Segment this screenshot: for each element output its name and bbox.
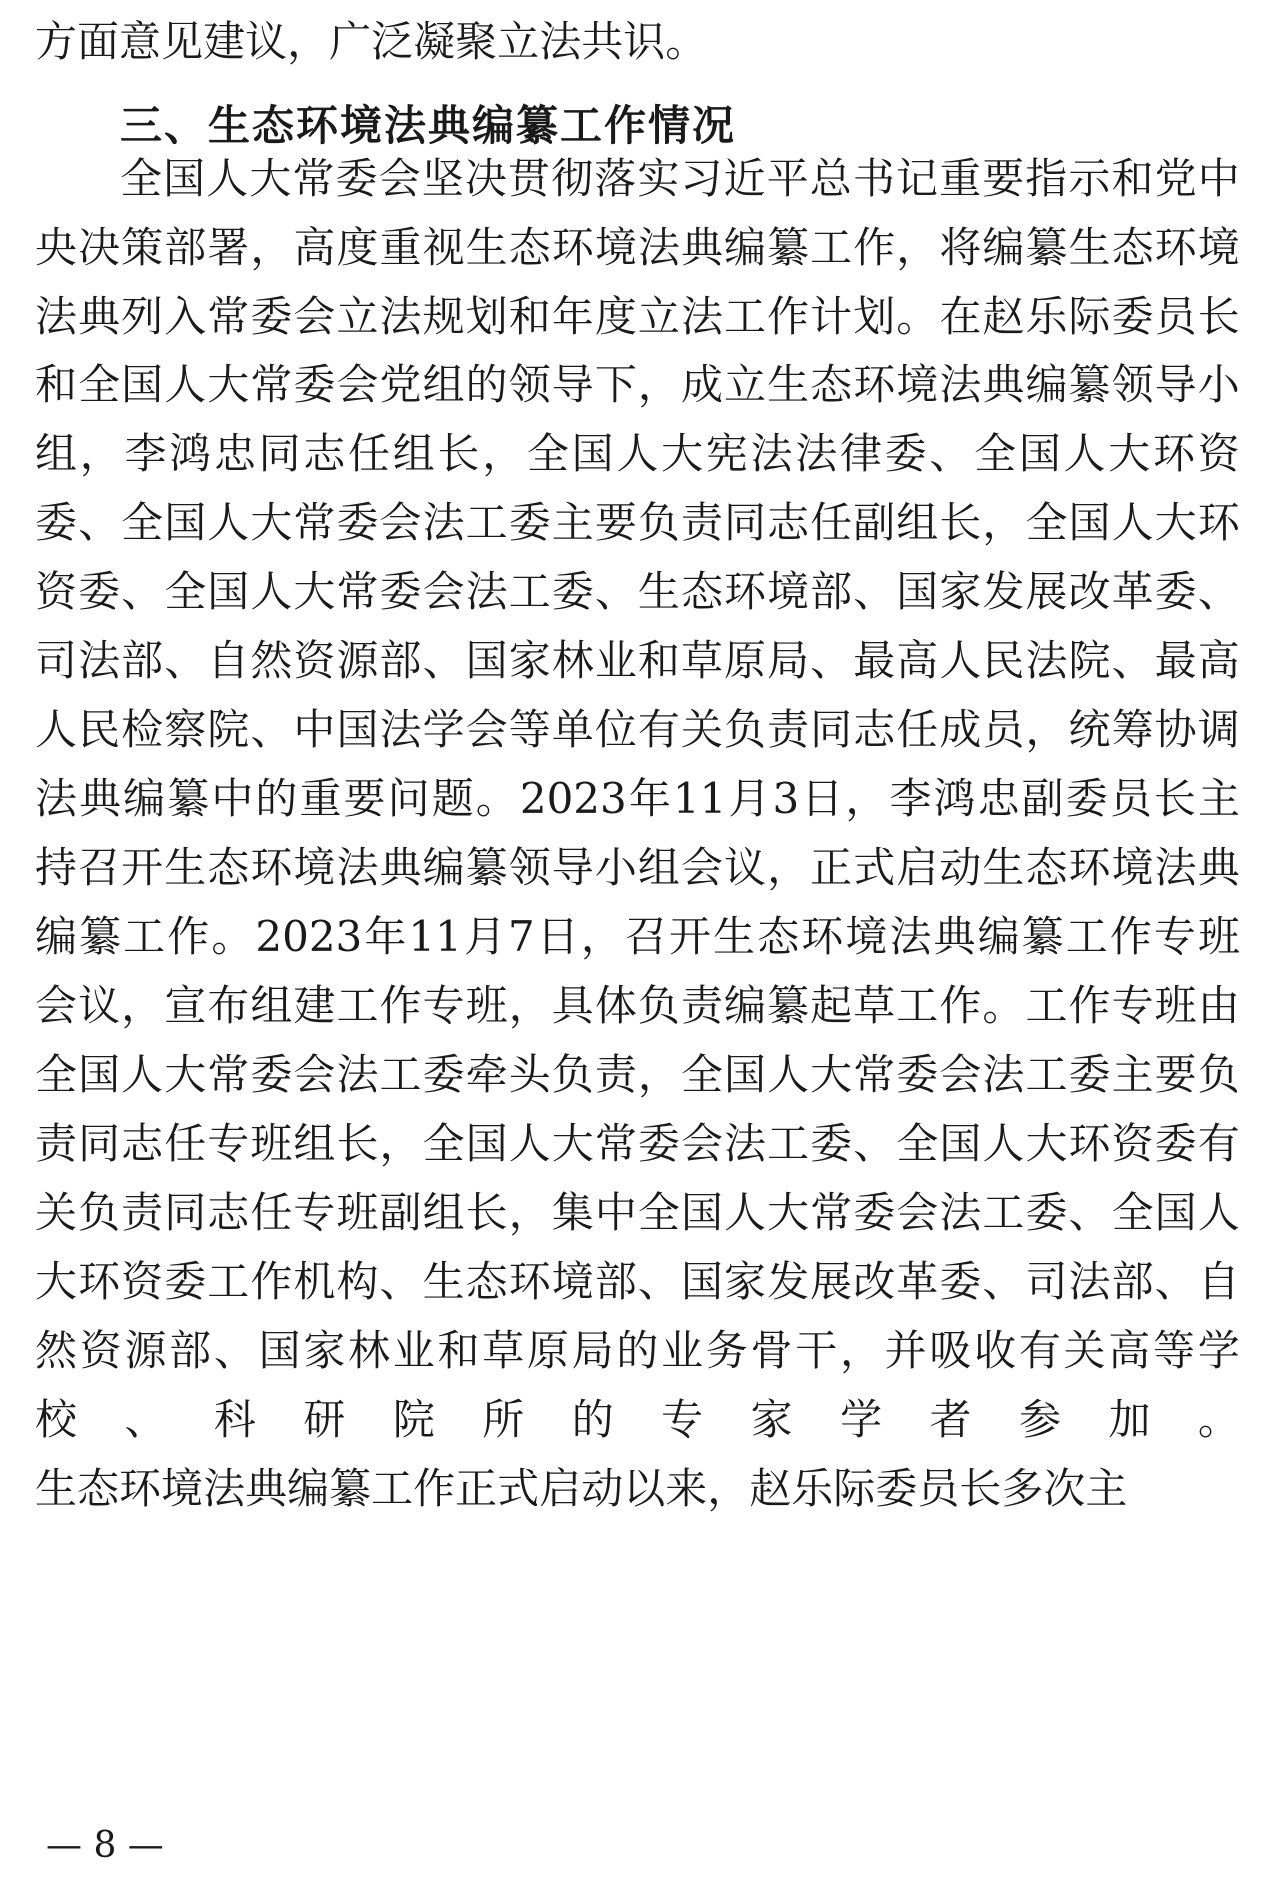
- body-line-11: 法 典 编 纂 中 的 重 要 问 题 。 2023 年 11 月 3 日 ， 李 鸿 忠 副 委 员 长 主: [35, 774, 1240, 823]
- body-line-1: 方 面 意 见 建 议 ， 广 泛 凝 聚 立 法 共 识 。: [35, 17, 708, 66]
- section-heading: 三、生态环境法典编纂工作情况: [120, 101, 737, 150]
- body-line-5: 和 全 国 人 大 常 委 会 党 组 的 领 导 下 ， 成 立 生 态 环 境 法 典 编 纂 领 导 小: [35, 360, 1240, 409]
- body-line-16: 责 同 志 任 专 班 组 长 ， 全 国 人 大 常 委 会 法 工 委 、 全 国 人 大 环 资 委 有: [35, 1119, 1240, 1168]
- body-line-12: 持 召 开 生 态 环 境 法 典 编 纂 领 导 小 组 会 议 ， 正 式 启 动 生 态 环 境 法 典: [35, 843, 1240, 892]
- body-line-19: 然 资 源 部 、 国 家 林 业 和 草 原 局 的 业 务 骨 干 ， 并 吸 收 有 关 高 等 学: [35, 1326, 1240, 1375]
- body-line-8: 资 委 、 全 国 人 大 常 委 会 法 工 委 、 生 态 环 境 部 、 国 家 发 展 改 革 委 、: [35, 567, 1240, 616]
- body-line-13: 编 纂 工 作 。 2023 年 11 月 7 日 ， 召 开 生 态 环 境 法 典 编 纂 工 作 专 班: [35, 912, 1240, 961]
- body-line-21: 生 态 环 境 法 典 编 纂 工 作 正 式 启 动 以 来 ， 赵 乐 际 委 员 长 多 次 主: [35, 1464, 1128, 1513]
- body-line-2: 全 国 人 大 常 委 会 坚 决 贯 彻 落 实 习 近 平 总 书 记 重 要 指 示 和 党 中: [120, 154, 1240, 203]
- body-line-4: 法 典 列 入 常 委 会 立 法 规 划 和 年 度 立 法 工 作 计 划 。 在 赵 乐 际 委 员 长: [35, 292, 1240, 341]
- body-line-3: 央 决 策 部 署 ， 高 度 重 视 生 态 环 境 法 典 编 纂 工 作 ， 将 编 纂 生 态 环 境: [35, 223, 1240, 272]
- body-line-10: 人 民 检 察 院 、 中 国 法 学 会 等 单 位 有 关 负 责 同 志 任 成 员 ， 统 筹 协 调: [35, 705, 1240, 754]
- body-line-17: 关 负 责 同 志 任 专 班 副 组 长 ， 集 中 全 国 人 大 常 委 会 法 工 委 、 全 国 人: [35, 1188, 1240, 1237]
- body-line-7: 委 、 全 国 人 大 常 委 会 法 工 委 主 要 负 责 同 志 任 副 组 长 ， 全 国 人 大 环: [35, 498, 1240, 547]
- page-number: — 8 —: [46, 1825, 164, 1866]
- body-line-6: 组 ， 李 鸿 忠 同 志 任 组 长 ， 全 国 人 大 宪 法 法 律 委 、 全 国 人 大 环 资: [35, 429, 1240, 478]
- body-line-15: 全 国 人 大 常 委 会 法 工 委 牵 头 负 责 ， 全 国 人 大 常 委 会 法 工 委 主 要 负: [35, 1050, 1240, 1099]
- body-line-20: 校 、 科 研 院 所 的 专 家 学 者 参 加 。: [35, 1395, 1240, 1444]
- body-line-14: 会 议 ， 宣 布 组 建 工 作 专 班 ， 具 体 负 责 编 纂 起 草 工 作 。 工 作 专 班 由: [35, 981, 1240, 1030]
- body-line-22: [120, 1528, 1240, 1588]
- body-line-18: 大 环 资 委 工 作 机 构 、 生 态 环 境 部 、 国 家 发 展 改 革 委 、 司 法 部 、 自: [35, 1257, 1240, 1306]
- body-line-9: 司 法 部 、 自 然 资 源 部 、 国 家 林 业 和 草 原 局 、 最 高 人 民 法 院 、 最 高: [35, 636, 1240, 685]
